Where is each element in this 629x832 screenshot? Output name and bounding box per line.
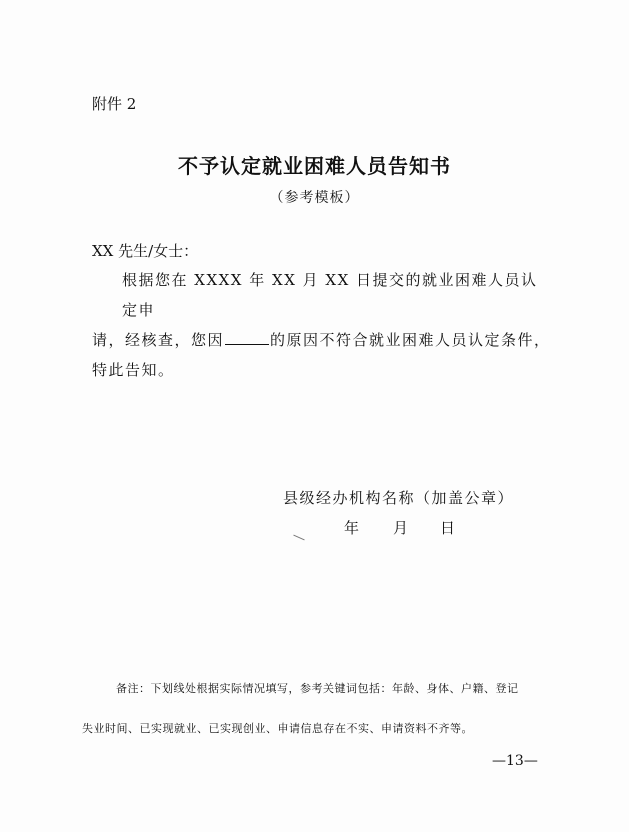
body-line-1: 根据您在 XXXX 年 XX 月 XX 日提交的就业困难人员认定申 <box>122 271 538 319</box>
scan-mark <box>293 535 304 541</box>
salutation: XX 先生/女士： <box>92 242 199 260</box>
fill-in-blank <box>225 330 269 345</box>
date-year: 年 <box>344 519 360 537</box>
document-title: 不予认定就业困难人员告知书 <box>178 154 451 178</box>
date-month: 月 <box>393 519 409 537</box>
document-subtitle: （参考模板） <box>269 190 360 206</box>
body-line-2 <box>92 325 552 355</box>
footnote-line-1: 备注：下划线处根据实际情况填写，参考关键词包括：年龄、身体、户籍、登记 <box>116 682 519 695</box>
body-line-2-before: 请，经核查，您因 <box>92 331 225 349</box>
attachment-label: 附件 2 <box>92 95 137 113</box>
body-line-2-after: 的原因不符合就业困难人员认定条件， <box>270 331 551 349</box>
body-line-3: 特此告知。 <box>92 361 175 379</box>
date-line <box>344 517 455 538</box>
page-number: —13— <box>492 753 538 769</box>
notice-body <box>92 265 552 385</box>
footnote <box>82 669 552 749</box>
footnote-line-2: 失业时间、已实现就业、已实现创业、申请信息存在不实、申请资料不齐等。 <box>82 722 473 735</box>
date-day: 日 <box>440 519 456 537</box>
issuing-agency: 县级经办机构名称（加盖公章） <box>283 489 515 507</box>
